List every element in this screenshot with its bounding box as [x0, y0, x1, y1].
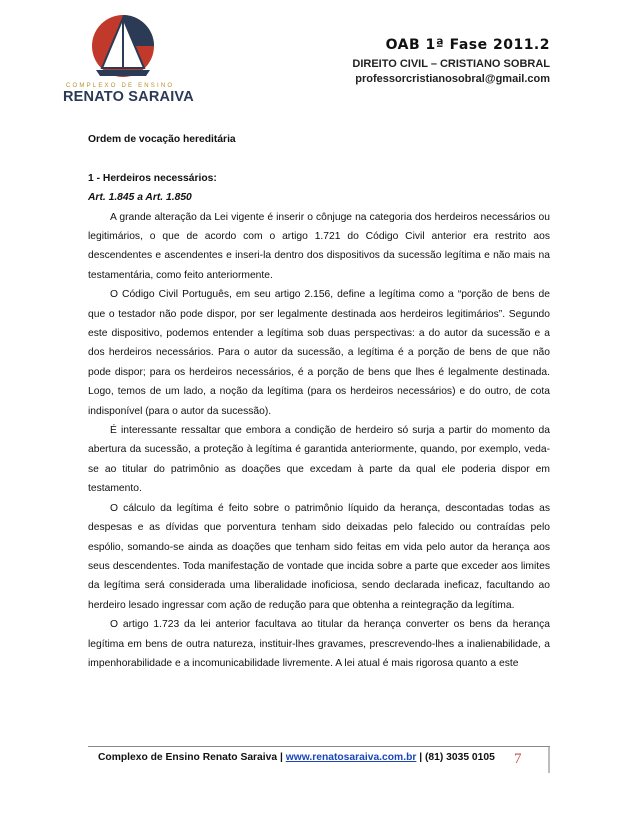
document-body — [88, 130, 550, 673]
subject-line: DIREITO CIVIL – CRISTIANO SOBRAL — [352, 58, 550, 70]
logo-subtitle: COMPLEXO DE ENSINO — [66, 83, 175, 89]
footer — [98, 752, 495, 763]
footer-org: Complexo de Ensino Renato Saraiva | — [98, 752, 286, 763]
exam-title: OAB 1ª Fase 2011.2 — [385, 37, 550, 53]
paragraph: O Código Civil Português, em seu artigo 2.156, define a legítima como a “porção de bens de que o testador não pode dispor, por ser legalmente destinada aos herdeiros legitimários”. Segundo este dispositivo, podemos entender a legítima sob duas perspectivas: a do autor da sucessão e a dos herdeiros necessários. Para o autor da sucessão, a legítima é a porção de bens de que não pode dispor; para os herdeiros necessários, é a porção de bens que lhes é legalmente destinada. Logo, temos de um lado, a noção da legítima (para os herdeiros necessários) e do outro, de cota indisponível (para o autor da sucessão). — [88, 289, 550, 417]
page-number: 7 — [514, 751, 522, 767]
article-reference: Art. 1.845 a Art. 1.850 — [88, 192, 192, 204]
page-number-box — [500, 747, 550, 775]
section-title: Ordem de vocação hereditária — [88, 134, 236, 145]
section-heading: 1 - Herdeiros necessários: — [88, 172, 217, 184]
footer-divider — [88, 746, 550, 747]
document-header — [220, 37, 550, 85]
website-link[interactable]: www.renatosaraiva.com.br — [285, 752, 417, 763]
paragraph: É interessante ressaltar que embora a condição de herdeiro só surja a partir do momento da abertura da sucessão, a proteção à legítima é garantida anteriormente, quando, por exemplo, veda-se ao titular do patrimônio as doações que excedam à parte da qual ele poderia dispor em testamento. — [88, 425, 550, 495]
paragraph: A grande alteração da Lei vigente é inserir o cônjuge na categoria dos herdeiros necessários ou legitimários, o que de acordo com o artigo 1.721 do Código Civil anterior era restrito aos descendentes e ascendentes e inseri-la dentro dos dispositivos da sucessão legítima e não mais na testamentária, como feito anteriormente. — [88, 211, 550, 281]
author-email: professorcristianosobral@gmail.com — [355, 73, 550, 85]
footer-phone: | (81) 3035 0105 — [416, 752, 495, 763]
logo — [56, 12, 194, 105]
paragraph: O artigo 1.723 da lei anterior facultava ao titular da herança converter os bens da herança legítima em bens de outra natureza, instituir-lhes gravames, prescrevendo-lhes a inalienabilidade, a impenhorabilidade e a incomunicabilidade livremente. A lei atual é mais rigorosa quanto a este — [88, 619, 550, 669]
logo-emblem-icon — [56, 12, 190, 84]
page-number-bar — [548, 747, 550, 773]
logo-brand: RENATO SARAIVA — [63, 89, 194, 105]
paragraph: O cálculo da legítima é feito sobre o patrimônio líquido da herança, descontadas todas as despesas e as dívidas que porventura tenham sido deixadas pelo falecido ou contraídas pelo espólio, somando-se ainda as doações que tenham sido feitas em vida pelo autor da herança aos seus descendentes. Toda manifestação de vontade que incida sobre a parte que exceder aos limites da legítima será considerada uma liberalidade inoficiosa, sendo declarada ineficaz, facultando ao herdeiro lesado ingressar com ação de redução para que obtenha a reintegração da legítima. — [88, 502, 550, 611]
